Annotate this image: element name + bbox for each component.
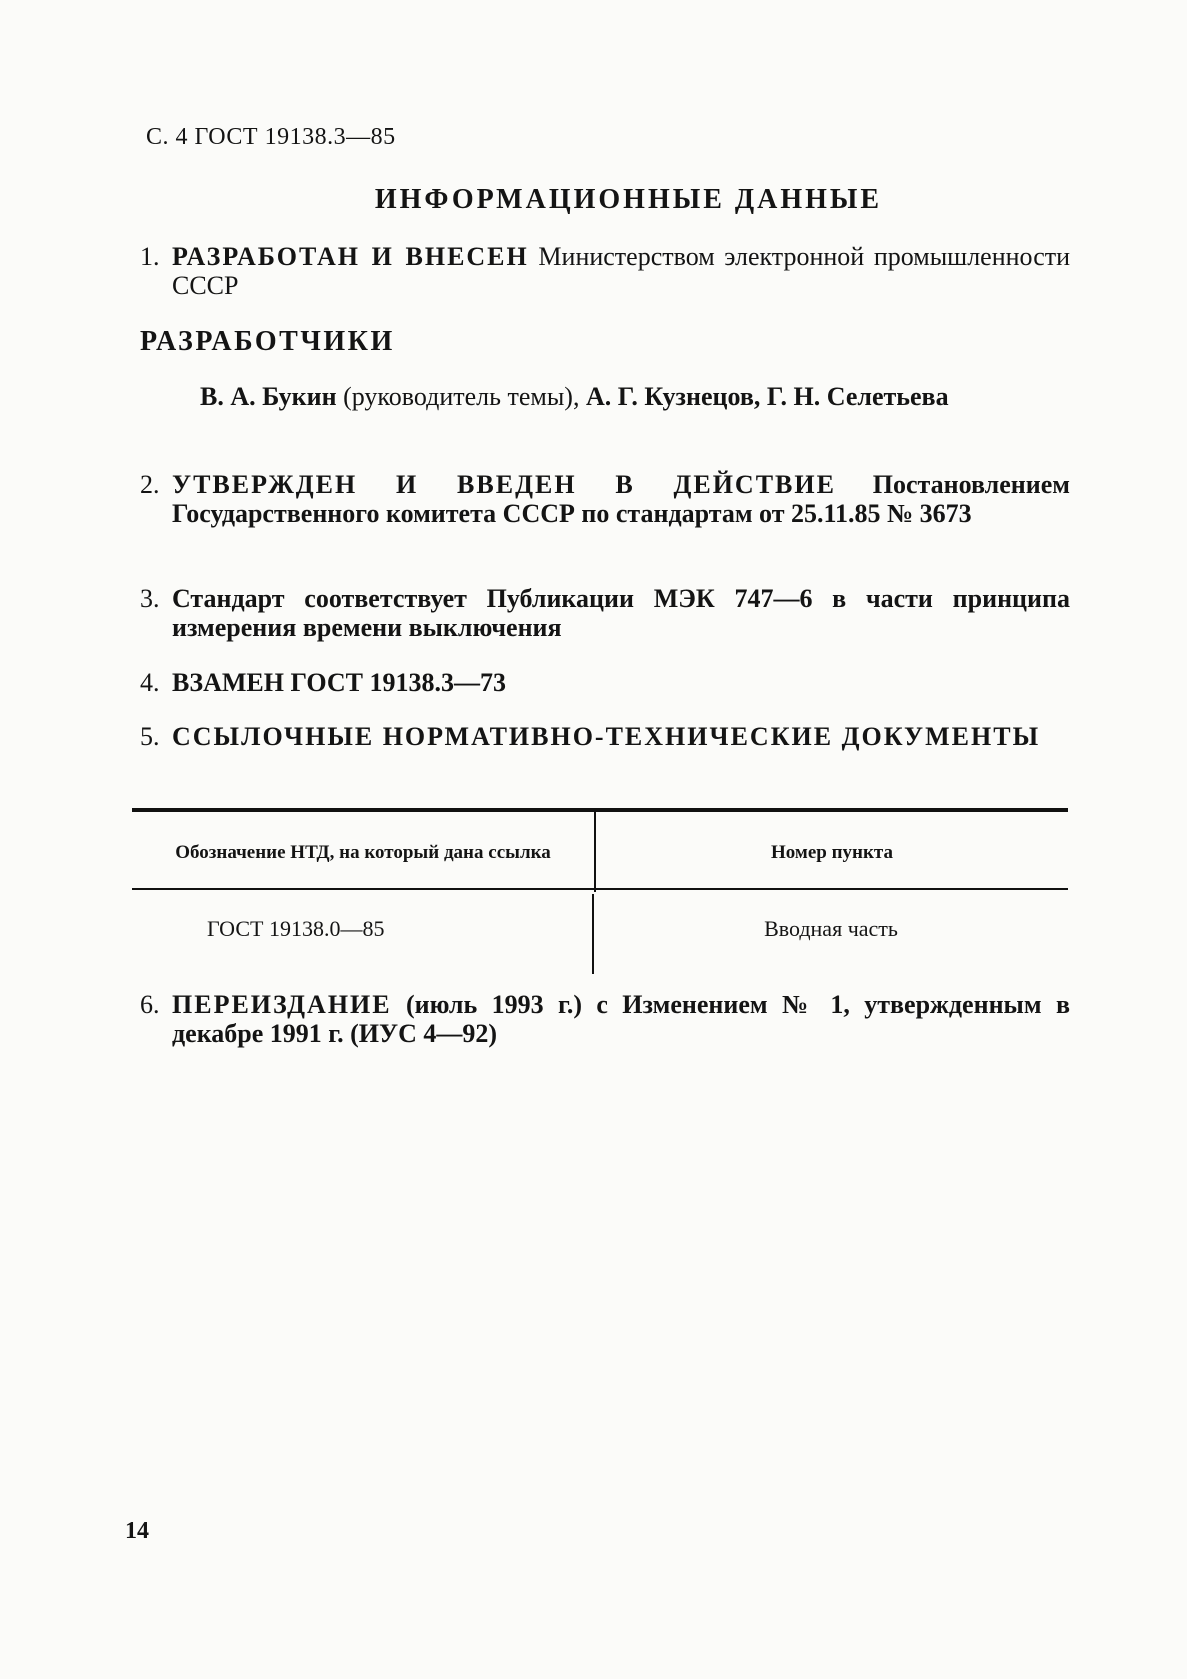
item-lead: ПЕРЕИЗДАНИЕ [172, 990, 392, 1019]
table-top-rule [132, 808, 1068, 812]
table-header-designation: Обозначение НТД, на который дана ссылка [175, 842, 551, 863]
table-header-rule [132, 888, 1068, 890]
info-item-1 [140, 242, 1070, 300]
info-item-3 [140, 584, 1070, 642]
developer-role: (руководитель темы), [343, 382, 580, 411]
info-item-6 [140, 990, 1070, 1048]
item-text: (июль 1993 г.) с Изменением № 1, утвержденным в декабре 1991 г. (ИУС 4—92) [172, 990, 1070, 1048]
item-number: 6. [140, 990, 160, 1019]
developer-names: А. Г. Кузнецов, Г. Н. Селетьева [585, 382, 949, 411]
item-number: 4. [140, 668, 160, 697]
item-lead: РАЗРАБОТАН И ВНЕСЕН [172, 242, 529, 271]
item-lead: УТВЕРЖДЕН И ВВЕДЕН В ДЕЙСТВИЕ [172, 470, 836, 499]
table-cell-designation: ГОСТ 19138.0—85 [207, 916, 385, 941]
developers-list [200, 382, 1070, 411]
item-number: 5. [140, 722, 160, 751]
page-number: 14 [125, 1518, 149, 1544]
info-item-4 [140, 668, 1070, 697]
item-text: Постановлением Государственного комитета СССР по стандартам от 25.11.85 № 3673 [172, 470, 1071, 528]
table-header-clause: Номер пункта [770, 842, 893, 863]
developers-heading: РАЗРАБОТЧИКИ [140, 326, 395, 357]
item-text: Министерством электронной промышленности СССР [172, 242, 1071, 300]
info-item-5 [140, 722, 1070, 751]
page-header: С. 4 ГОСТ 19138.3—85 [146, 124, 396, 150]
item-lead: ВЗАМЕН ГОСТ 19138.3—73 [172, 668, 507, 697]
document-title: ИНФОРМАЦИОННЫЕ ДАННЫЕ [374, 184, 883, 215]
info-item-2 [140, 470, 1070, 528]
developer-name: В. А. Букин [200, 382, 337, 411]
item-number: 3. [140, 584, 160, 613]
table-cell-clause: Вводная часть [764, 916, 898, 941]
item-number: 2. [140, 470, 160, 499]
item-number: 1. [140, 242, 160, 271]
item-lead: ССЫЛОЧНЫЕ НОРМАТИВНО-ТЕХНИЧЕСКИЕ ДОКУМЕНТЫ [172, 722, 1041, 751]
item-text: Стандарт соответствует Публикации МЭК 747—6 в части принципа измерения времени выключения [172, 584, 1070, 642]
